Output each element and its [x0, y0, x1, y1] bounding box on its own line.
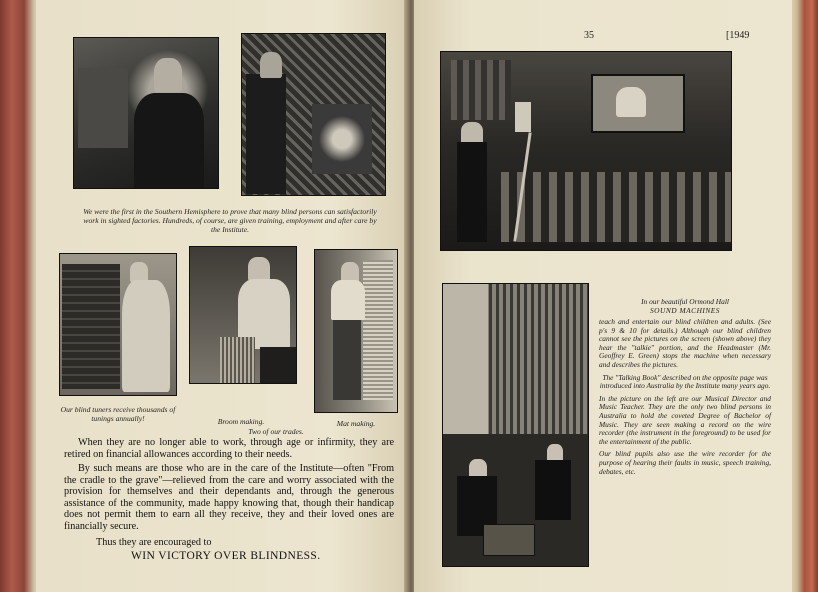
right-column-text [599, 318, 771, 480]
photo-machinery-worker [241, 33, 386, 196]
caption-two-trades: Two of our trades. [248, 427, 304, 436]
photo-musicians-organ [442, 283, 589, 567]
caption-broom-making: Broom making. [217, 417, 265, 426]
photo-piano-tuner [59, 253, 177, 396]
photo-factory-worker [73, 37, 219, 189]
book-cover-left-edge [0, 0, 40, 592]
caption-factory-work: We were the first in the Southern Hemisphere to prove that many blind persons can satisfactorily work in sighted factories. Hundreds, of course, are given training, employment and after care by the Institute. [83, 207, 377, 234]
caption-piano-tuners: Our blind tuners receive thousands of tunings annually! [60, 405, 176, 423]
ormond-hall-line: In our beautiful Ormond Hall [641, 297, 729, 306]
photo-ormond-hall-projector [440, 51, 732, 251]
photo-mat-making [314, 249, 398, 413]
page-number: 35 [584, 30, 594, 41]
paragraph-musical-director: In the picture on the left are our Musical Director and Music Teacher. They are the only two blind persons in Australia to hold the coveted Degree of Bachelor of Music. They are seen making a record on the wire recorder (the instrument in the foreground) to be used for the entertainment of the public. [599, 393, 771, 446]
sound-machines-heading: SOUND MACHINES [649, 305, 721, 315]
page-year: [1949 [726, 30, 750, 41]
paragraph-encouraged: Thus they are encouraged to [96, 537, 212, 548]
paragraph-sound-machines: teach and entertain our blind children and adults. (See p's 9 & 10 for details.) Although our blind children cannot see the pictures on the screen (shown above) they hear the "talkie" portion, and the Headmaster (Mr. Geoffrey E. Green) stops the machine when necessary and describes the pictures. [599, 317, 771, 369]
paragraph-wire-recorder: Our blind pupils also use the wire recorder for the purpose of hearing their faults in music, speech training, debates, etc. [599, 449, 771, 476]
left-page [36, 0, 408, 592]
caption-mat-making: Mat making. [336, 419, 376, 428]
paragraph-talking-book: The "Talking Book" described on the opposite page was introduced into Australia by the Institute many years ago. [599, 372, 771, 391]
slogan: WIN VICTORY OVER BLINDNESS. [131, 550, 321, 562]
paragraph-retirement: When they are no longer able to work, through age or infirmity, they are retired on financial allowances according to their needs. [64, 437, 394, 460]
right-page [414, 0, 792, 592]
book-cover-right-edge [788, 0, 818, 592]
paragraph-care: By such means are those who are in the care of the Institute—often "From the cradle to the grave"—relieved from the care and worry associated with the provision for themselves and their dependants and, through the generous assistance of the community, made happy knowing that, though their handicap does not permit them to earn all they receive, they and their loved ones are financially secure. [64, 463, 394, 532]
photo-broom-making [189, 246, 297, 384]
caption-ormond-hall [599, 298, 771, 315]
